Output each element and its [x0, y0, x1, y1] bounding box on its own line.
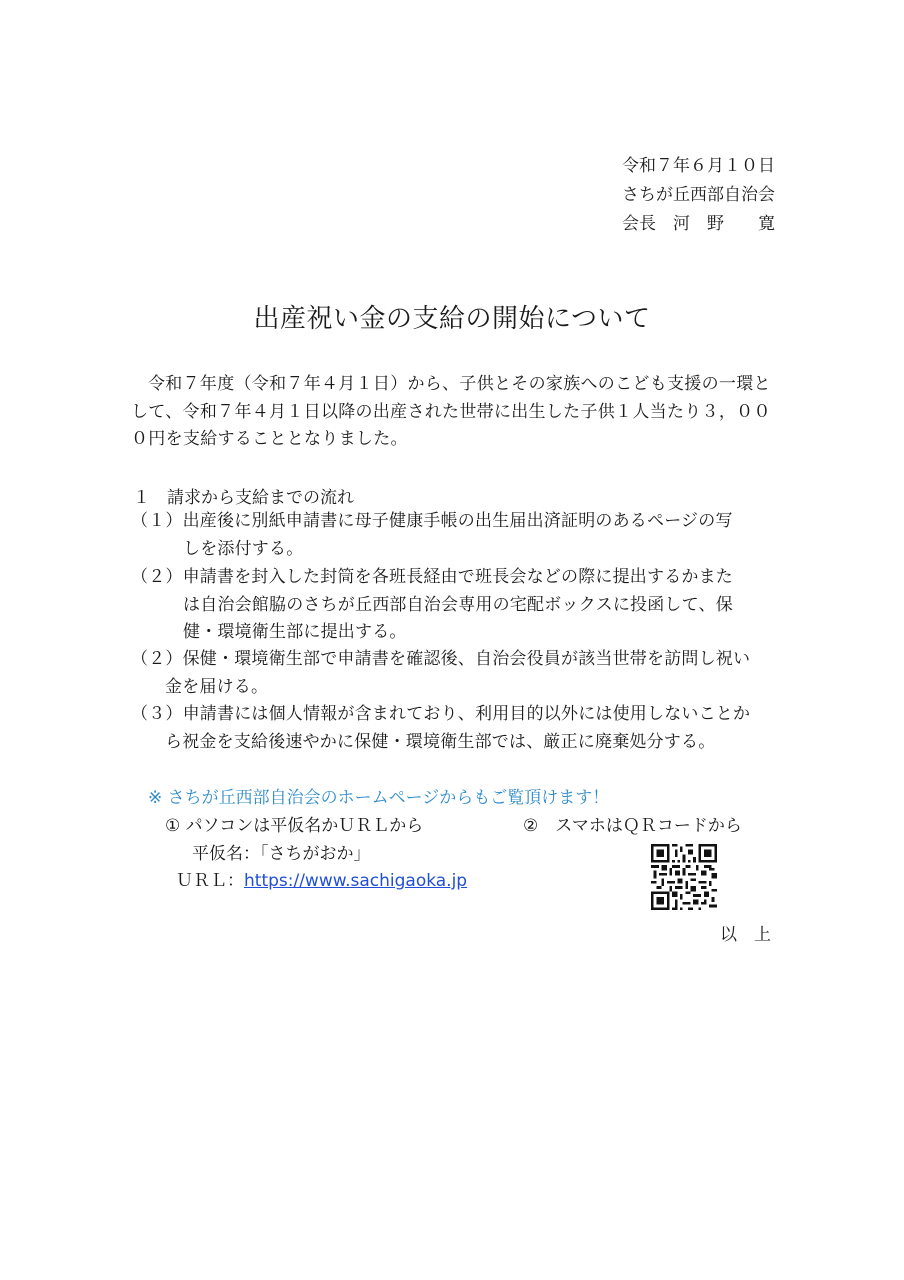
homepage-note: ※ さちが丘西部自治会のホームページからもご覧頂けます！: [148, 788, 610, 808]
closing-mark: 以 上: [720, 925, 771, 945]
list-item-line: （２）申請書を封入した封筒を各班長経由で班長会などの際に提出するかまた: [131, 567, 733, 587]
qr-code-icon[interactable]: [651, 844, 717, 910]
list-item-line: （３）申請書には個人情報が含まれており、利用目的以外には使用しないことか: [131, 704, 751, 724]
list-item-line: 健・環境衛生部に提出する。: [183, 622, 407, 642]
url-label: ＵＲＬ：: [176, 871, 244, 891]
date: 令和７年６月１０日: [622, 156, 775, 176]
url-line: [176, 866, 467, 891]
pc-access-label: ① パソコンは平仮名かＵＲＬから: [165, 816, 424, 836]
chairperson: 会長 河 野 寛: [622, 214, 775, 234]
hiragana-name: 平仮名：「さちがおか」: [192, 844, 371, 864]
phone-access-label: ② スマホはＱＲコードから: [523, 816, 742, 836]
list-item: [131, 701, 750, 756]
list-item-line: 金を届ける。: [165, 676, 269, 697]
homepage-link[interactable]: https://www.sachigaoka.jp: [244, 871, 468, 891]
organization: さちが丘西部自治会: [622, 185, 775, 205]
list-item: [131, 564, 733, 647]
list-item-line: は自治会館脇のさちが丘西部自治会専用の宅配ボックスに投函して、保: [183, 594, 733, 615]
list-item-line: （２）保健・環境衛生部で申請書を確認後、自治会役員が該当世帯を訪問し祝い: [131, 649, 751, 669]
intro-paragraph: 令和７年度（令和７年４月１日）から、子供とその家族へのこども支援の一環として、令和７年４月１日以降の出産された世帯に出生した子供１人当たり３，０００円を支給することとなりました。: [131, 374, 771, 449]
list-item-line: （１）出産後に別紙申請書に母子健康手帳の出生届出済証明のあるページの写: [131, 511, 733, 531]
list-item-line: ら祝金を支給後速やかに保健・環境衛生部では、厳正に廃棄処分する。: [165, 731, 716, 752]
document-header: [622, 152, 775, 239]
list-item: [131, 508, 733, 563]
document-title: 出産祝い金の支給の開始について: [253, 304, 651, 334]
list-item-line: しを添付する。: [183, 538, 304, 559]
section-heading: １ 請求から支給までの流れ: [133, 488, 354, 508]
list-item: [131, 646, 750, 701]
